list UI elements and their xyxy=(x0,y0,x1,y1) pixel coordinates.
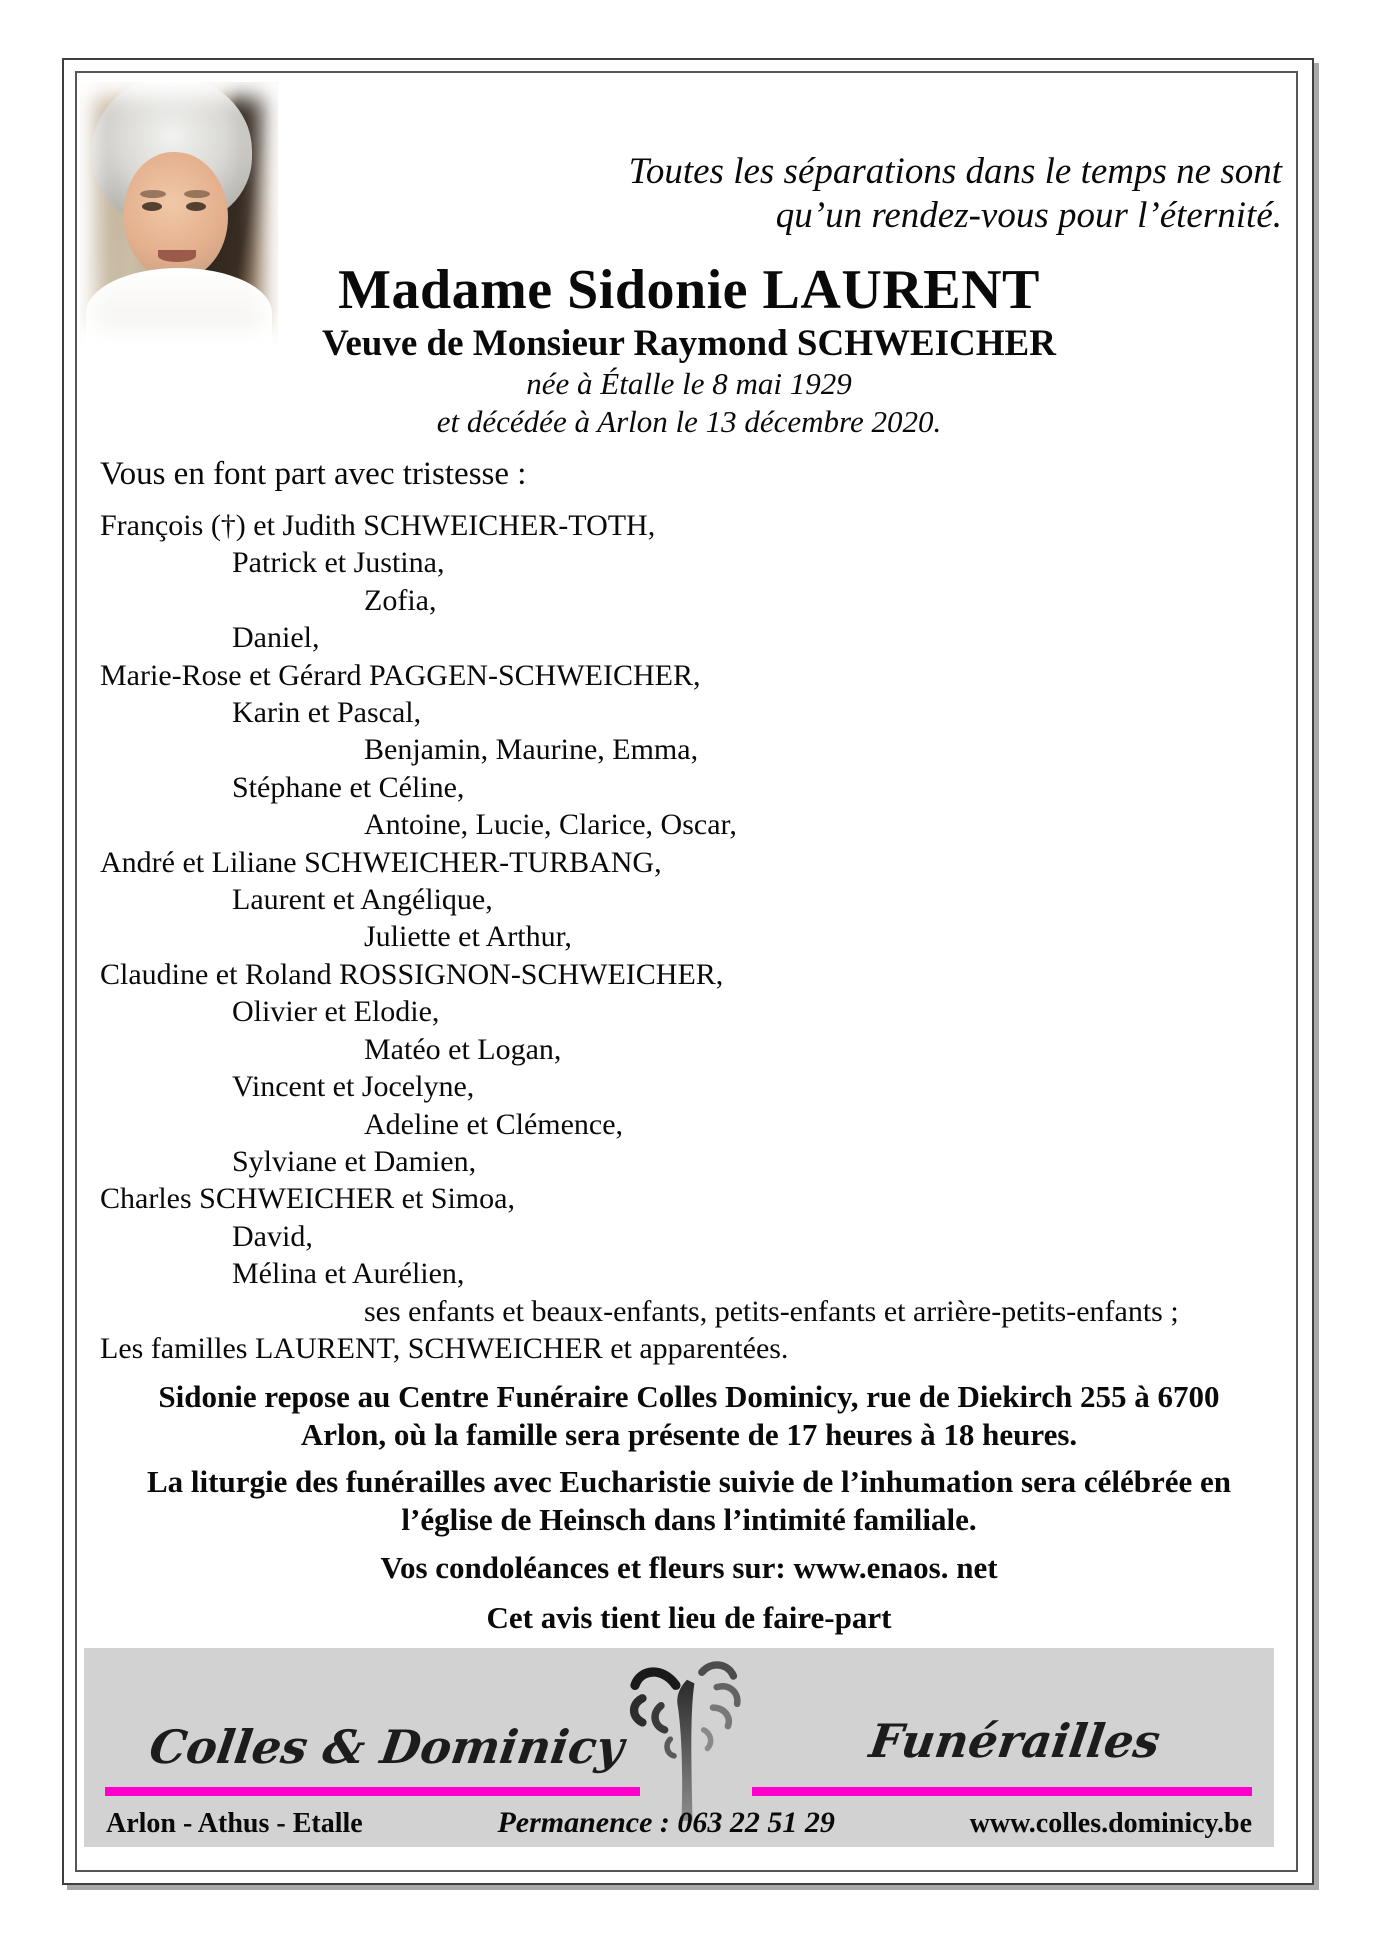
family-line: Adeline et Clémence, xyxy=(364,1107,624,1141)
family-line: Patrick et Justina, xyxy=(232,546,445,580)
liturgy-announcement-line1: La liturgie des funérailles avec Eucharistie suivie de l’inhumation sera célébrée en xyxy=(146,1464,1232,1499)
repose-announcement-line2: Arlon, où la famille sera présente de 17 heures à 18 heures. xyxy=(300,1417,1078,1452)
family-line: Charles SCHWEICHER et Simoa, xyxy=(100,1182,515,1216)
family-line: François (†) et Judith SCHWEICHER-TOTH, xyxy=(100,509,656,542)
repose-announcement-line1: Sidonie repose au Centre Funéraire Colles Dominicy, rue de Diekirch 255 à 6700 xyxy=(158,1379,1220,1414)
family-line: Laurent et Angélique, xyxy=(232,883,493,917)
condolences-line: Vos condoléances et fleurs sur: www.enaos. net xyxy=(380,1550,998,1585)
phone-text: Permanence : 063 22 51 29 xyxy=(497,1806,835,1839)
family-line: Daniel, xyxy=(232,621,320,655)
epitaph-quote-line2: qu’un rendez-vous pour l’éternité. xyxy=(775,195,1282,236)
family-line: Les familles LAURENT, SCHWEICHER et apparentées. xyxy=(100,1331,789,1365)
banner-bottom-row xyxy=(84,1806,1274,1840)
locations-text: Arlon - Athus - Etalle xyxy=(106,1808,363,1839)
liturgy-announcement xyxy=(69,1463,1309,1539)
accent-rule-left xyxy=(105,1787,640,1796)
funeral-home-banner xyxy=(84,1648,1274,1847)
family-line: Antoine, Lucie, Clarice, Oscar, xyxy=(364,808,737,842)
intro-line: Vous en font part avec tristesse : xyxy=(100,456,527,492)
family-line: Claudine et Roland ROSSIGNON-SCHWEICHER, xyxy=(100,957,724,991)
epitaph-quote-line1: Toutes les séparations dans le temps ne sont xyxy=(628,151,1282,192)
family-line: Juliette et Arthur, xyxy=(364,920,572,954)
family-line: Mélina et Aurélien, xyxy=(232,1257,465,1291)
family-line: Benjamin, Maurine, Emma, xyxy=(364,733,699,767)
funeral-home-service-label: Funérailles xyxy=(866,1714,1164,1768)
family-line: André et Liliane SCHWEICHER-TURBANG, xyxy=(100,845,662,879)
family-line: Vincent et Jocelyne, xyxy=(232,1070,475,1104)
family-list xyxy=(100,507,1290,1367)
accent-rule-right xyxy=(752,1787,1252,1796)
death-line: et décédée à Arlon le 13 décembre 2020. xyxy=(436,404,942,439)
family-line: David, xyxy=(232,1219,313,1253)
deceased-name: Madame Sidonie LAURENT xyxy=(338,259,1040,321)
family-line: Matéo et Logan, xyxy=(364,1032,562,1066)
family-line: Karin et Pascal, xyxy=(232,696,422,730)
family-line: Stéphane et Céline, xyxy=(232,770,465,804)
widow-of-line: Veuve de Monsieur Raymond SCHWEICHER xyxy=(322,323,1056,364)
repose-announcement xyxy=(69,1378,1309,1454)
funeral-home-name: Colles & Dominicy xyxy=(146,1720,628,1774)
liturgy-announcement-line2: l’église de Heinsch dans l’intimité familiale. xyxy=(401,1502,977,1537)
tree-logo xyxy=(622,1654,752,1828)
family-line: Sylviane et Damien, xyxy=(232,1144,477,1178)
family-line: Olivier et Elodie, xyxy=(232,995,440,1029)
epitaph-quote xyxy=(629,150,1282,238)
faire-part-line: Cet avis tient lieu de faire-part xyxy=(486,1600,892,1635)
website-text: www.colles.dominicy.be xyxy=(969,1808,1252,1839)
family-line: Marie-Rose et Gérard PAGGEN-SCHWEICHER, xyxy=(100,658,701,692)
birth-line: née à Étalle le 8 mai 1929 xyxy=(526,366,852,401)
family-line: Zofia, xyxy=(364,583,437,617)
family-line: ses enfants et beaux-enfants, petits-enfants et arrière-petits-enfants ; xyxy=(364,1294,1179,1328)
